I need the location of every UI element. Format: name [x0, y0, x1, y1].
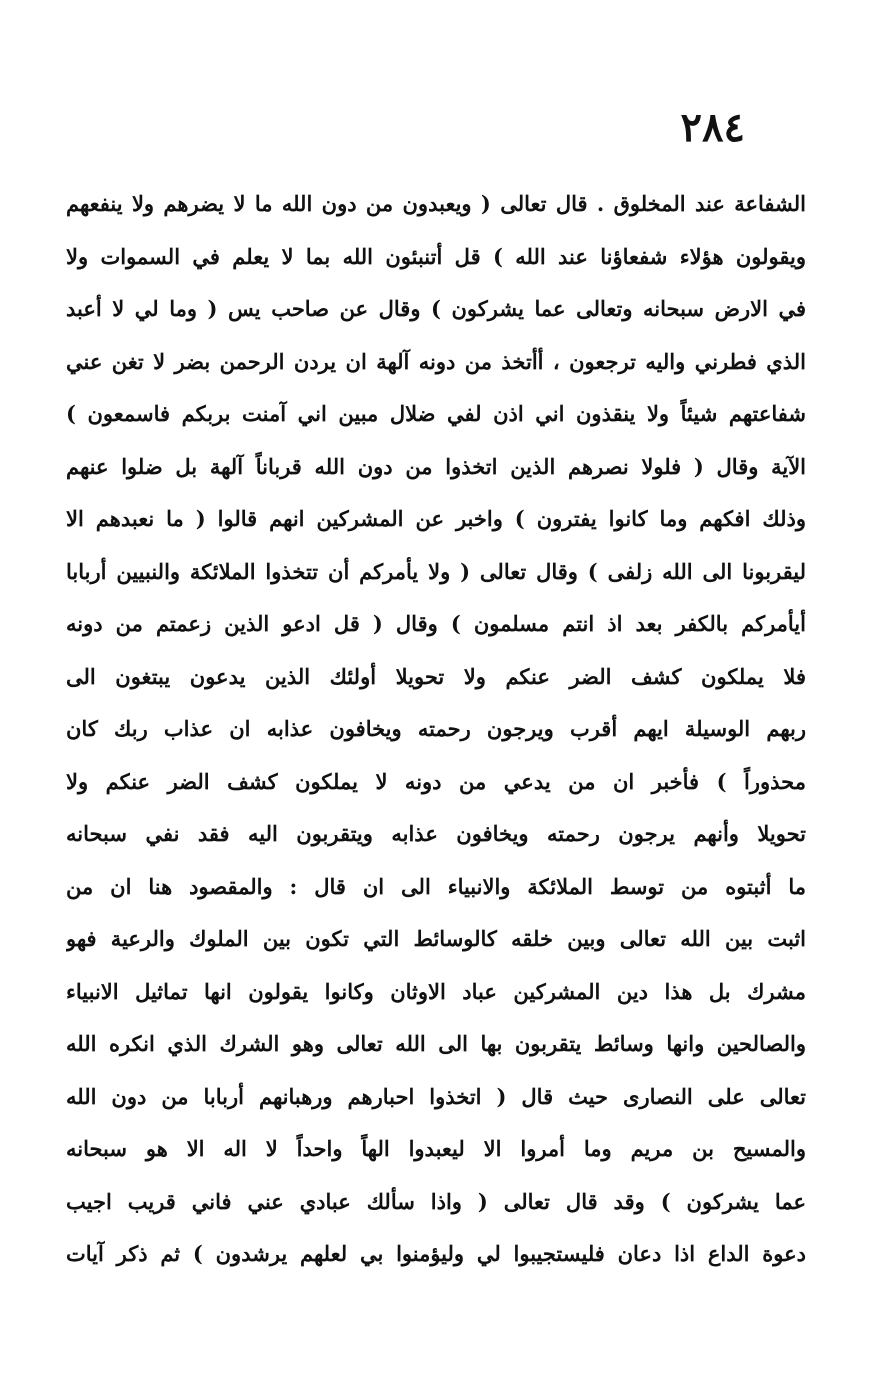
- text-line: ليقربونا الى الله زلفى ) وقال تعالى ( ولا يأمركم أن تتخذوا الملائكة والنبيين أربابا: [66, 558, 806, 584]
- text-line: والصالحين وانها وسائط يتقربون بها الى الله تعالى وهو الشرك الذي انكره الله: [66, 1031, 806, 1056]
- text-line: ويقولون هؤلاء شفعاؤنا عند الله ) قل أتنبئون الله بما لا يعلم في السموات ولا: [66, 243, 806, 269]
- text-line: والمسيح بن مريم وما أمروا الا ليعبدوا الهاً واحداً لا اله الا هو سبحانه: [66, 1136, 806, 1161]
- text-line: في الارض سبحانه وتعالى عما يشركون ) وقال عن صاحب يس ( وما لي لا أعبد: [66, 296, 806, 321]
- body-text: [66, 178, 806, 1281]
- text-line: الذي فطرني واليه ترجعون ، أأتخذ من دونه آلهة ان يردن الرحمن بضر لا تغن عني: [66, 348, 806, 374]
- text-line: الشفاعة عند المخلوق . قال تعالى ( ويعبدون من دون الله ما لا يضرهم ولا ينفعهم: [66, 191, 806, 216]
- text-line: وذلك افكهم وما كانوا يفترون ) واخبر عن المشركين انهم قالوا ( ما نعبدهم الا: [66, 506, 806, 531]
- text-line: تحويلا وأنهم يرجون رحمته ويخافون عذابه ويتقربون اليه فقد نفي سبحانه: [66, 821, 806, 846]
- page-number: ٢٨٤: [680, 104, 745, 151]
- text-line: تعالى على النصارى حيث قال ( اتخذوا احبارهم ورهبانهم أربابا من دون الله: [66, 1083, 806, 1109]
- text-line: ما أثبتوه من توسط الملائكة والانبياء الى ان قال : والمقصود هنا ان من: [66, 873, 806, 899]
- text-line: مشرك بل هذا دين المشركين عباد الاوثان وكانوا يقولون انها تماثيل الانبياء: [66, 978, 806, 1004]
- text-line: دعوة الداع اذا دعان فليستجيبوا لي وليؤمنوا بي لعلهم يرشدون ) ثم ذكر آيات: [66, 1241, 806, 1266]
- text-line: ربهم الوسيلة ايهم أقرب ويرجون رحمته ويخافون عذابه ان عذاب ربك كان: [66, 716, 806, 741]
- text-line: فلا يملكون كشف الضر عنكم ولا تحويلا أولئك الذين يدعون يبتغون الى: [66, 663, 806, 689]
- text-line: محذوراً ) فأخبر ان من يدعي من دونه لا يملكون كشف الضر عنكم ولا: [66, 768, 806, 794]
- text-line: أيأمركم بالكفر بعد اذ انتم مسلمون ) وقال ( قل ادعو الذين زعمتم من دونه: [66, 611, 806, 636]
- text-line: عما يشركون ) وقد قال تعالى ( واذا سألك عبادي عني فاني قريب اجيب: [66, 1188, 806, 1214]
- text-line: اثبت بين الله تعالى وبين خلقه كالوسائط التي تكون بين الملوك والرعية فهو: [66, 926, 806, 951]
- text-line: الآية وقال ( فلولا نصرهم الذين اتخذوا من دون الله قرباناً آلهة بل ضلوا عنهم: [66, 453, 806, 479]
- text-line: شفاعتهم شيئاً ولا ينقذون اني اذن لفي ضلال مبين اني آمنت بربكم فاسمعون ): [66, 401, 806, 426]
